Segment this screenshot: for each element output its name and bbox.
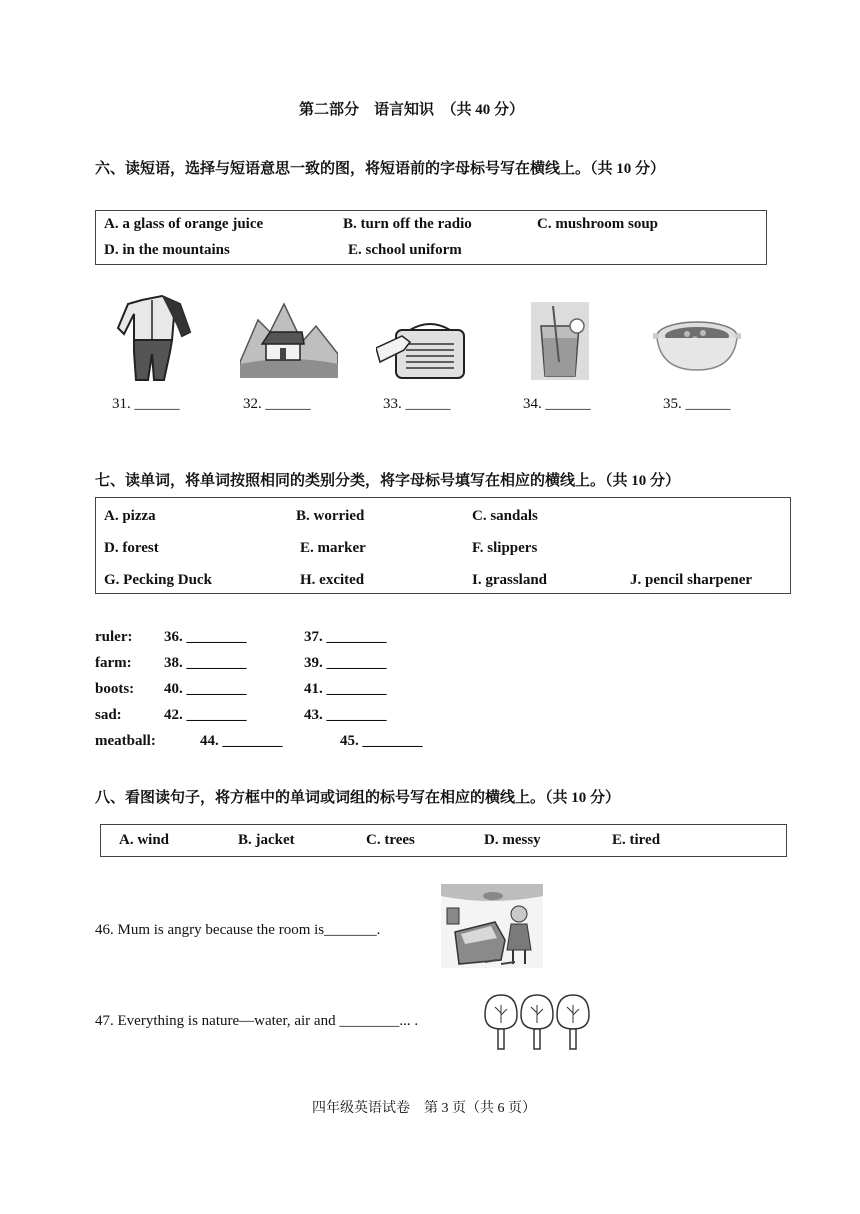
option-f: F. slippers xyxy=(472,540,538,556)
sentence-46: 46. Mum is angry because the room is_______. xyxy=(95,922,381,938)
option-j: J. pencil sharpener xyxy=(630,572,753,588)
category-label-boots: boots: xyxy=(95,681,135,697)
option-a: A. pizza xyxy=(104,508,156,524)
option-g: G. Pecking Duck xyxy=(104,572,212,588)
mountains-picture xyxy=(240,302,338,378)
section-eight-option-box xyxy=(100,824,787,857)
sentence-47: 47. Everything is nature—water, air and ________... . xyxy=(95,1013,419,1029)
blank-41[interactable]: 41. ________ xyxy=(304,681,387,697)
category-label-farm: farm: xyxy=(95,655,132,671)
section-six-heading: 六、读短语，选择与短语意思一致的图，将短语前的字母标号写在横线上。（共 10 分） xyxy=(95,161,666,177)
blank-33[interactable]: 33. ______ xyxy=(383,396,451,412)
school-uniform-picture xyxy=(112,292,196,382)
option-b: B. turn off the radio xyxy=(343,216,472,232)
option-a: A. a glass of orange juice xyxy=(104,216,264,232)
blank-37[interactable]: 37. ________ xyxy=(304,629,387,645)
part-title: 第二部分 语言知识 （共 40 分） xyxy=(299,102,525,118)
blank-34[interactable]: 34. ______ xyxy=(523,396,591,412)
page-footer: 四年级英语试卷 第 3 页（共 6 页） xyxy=(312,1101,536,1116)
blank-36[interactable]: 36. ________ xyxy=(164,629,247,645)
option-e: E. school uniform xyxy=(348,242,462,258)
option-c: C. trees xyxy=(366,832,415,848)
option-e: E. tired xyxy=(612,832,661,848)
messy-room-picture xyxy=(441,884,543,968)
section-seven-heading: 七、读单词，将单词按照相同的类别分类，将字母标号填写在相应的横线上。（共 10 分） xyxy=(95,473,681,489)
orange-juice-picture xyxy=(531,302,589,380)
blank-43[interactable]: 43. ________ xyxy=(304,707,387,723)
blank-40[interactable]: 40. ________ xyxy=(164,681,247,697)
blank-44[interactable]: 44. ________ xyxy=(200,733,283,749)
trees-picture xyxy=(483,993,591,1051)
option-c: C. mushroom soup xyxy=(537,216,659,232)
option-h: H. excited xyxy=(300,572,365,588)
option-d: D. in the mountains xyxy=(104,242,230,258)
blank-35[interactable]: 35. ______ xyxy=(663,396,731,412)
section-eight-heading: 八、看图读句子，将方框中的单词或词组的标号写在相应的横线上。（共 10 分） xyxy=(95,790,621,806)
option-a: A. wind xyxy=(119,832,170,848)
blank-39[interactable]: 39. ________ xyxy=(304,655,387,671)
option-d: D. forest xyxy=(104,540,159,556)
option-b: B. worried xyxy=(296,508,365,524)
category-label-ruler: ruler: xyxy=(95,629,133,645)
blank-38[interactable]: 38. ________ xyxy=(164,655,247,671)
blank-31[interactable]: 31. ______ xyxy=(112,396,180,412)
option-c: C. sandals xyxy=(472,508,538,524)
option-i: I. grassland xyxy=(472,572,548,588)
blank-45[interactable]: 45. ________ xyxy=(340,733,423,749)
category-label-sad: sad: xyxy=(95,707,122,723)
option-e: E. marker xyxy=(300,540,366,556)
mushroom-soup-picture xyxy=(653,312,741,374)
blank-42[interactable]: 42. ________ xyxy=(164,707,247,723)
blank-32[interactable]: 32. ______ xyxy=(243,396,311,412)
category-label-meatball: meatball: xyxy=(95,733,156,749)
option-b: B. jacket xyxy=(238,832,295,848)
radio-picture xyxy=(376,318,468,382)
option-d: D. messy xyxy=(484,832,541,848)
